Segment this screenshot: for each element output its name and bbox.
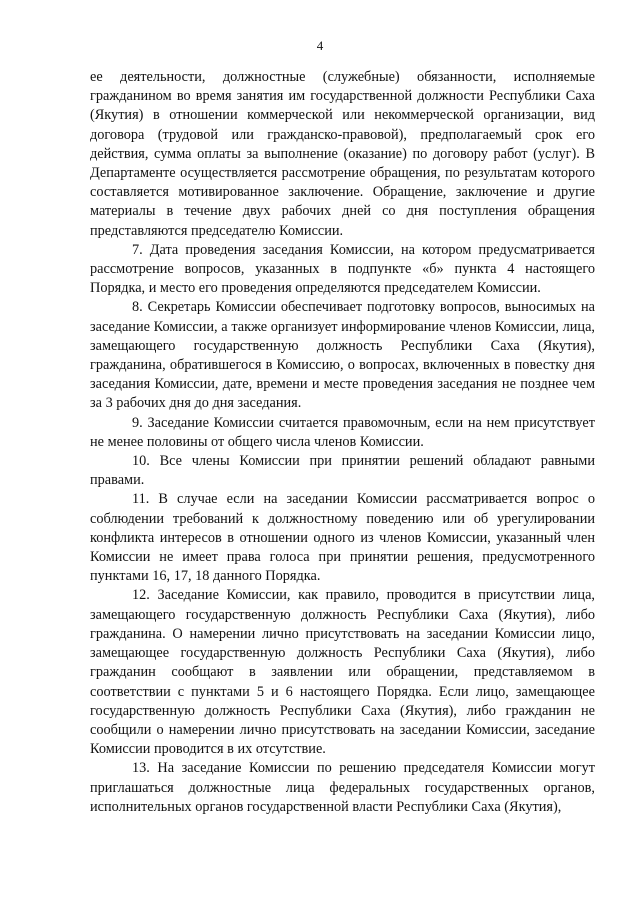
paragraph-11: 11. В случае если на заседании Комиссии рассматривается вопрос о соблюдении требований к должностному поведению или об урегулировании конфликта интересов в отношении одного из членов Комиссии, указанный член Комиссии не имеет права голоса при принятии решения, предусмотренного пунктами 16, 17, 18 данного Порядка.	[90, 491, 595, 585]
paragraph-9: 9. Заседание Комиссии считается правомочным, если на нем присутствует не менее половины от общего числа членов Комиссии.	[90, 414, 595, 450]
paragraph-12: 12. Заседание Комиссии, как правило, проводится в присутствии лица, замещающего государственную должность Республики Саха (Якутия), либо гражданина. О намерении лично присутствовать на заседании Комиссии лицо, замещающее государственную должность Республики Саха (Якутия), либо гражданин сообщают в заявлении или обращении, представляемом в соответствии с пунктами 5 и 6 настоящего Порядка. Если лицо, замещающее государственную должность Республики Саха (Якутия), либо гражданин не сообщили о намерении лично присутствовать на заседании Комиссии, заседание Комиссии проводится в их отсутствие.	[90, 587, 595, 758]
page-number: 4	[316, 38, 324, 53]
paragraph-10: 10. Все члены Комиссии при принятии решений обладают равными правами.	[90, 453, 595, 489]
paragraph-13: 13. На заседание Комиссии по решению председателя Комиссии могут приглашаться должностные лица федеральных государственных органов, исполнительных органов государственной власти Республики Саха (Якутия),	[90, 760, 595, 815]
paragraph-8: 8. Секретарь Комиссии обеспечивает подготовку вопросов, выносимых на заседание Комиссии, а также организует информирование членов Комиссии, лица, замещающего государственную должность Республики Саха (Якутия), гражданина, обратившегося в Комиссию, о вопросах, включенных в повестку дня заседания Комиссии, дате, времени и месте проведения заседания не позднее чем за 3 рабочих дня до дня заседания.	[90, 299, 595, 412]
paragraph-7: 7. Дата проведения заседания Комиссии, на котором предусматривается рассмотрение вопросов, указанных в подпункте «б» пункта 4 настоящего Порядка, и место его проведения определяются председателем Комиссии.	[90, 241, 595, 297]
document-body	[90, 68, 595, 817]
paragraph-continuation: ее деятельности, должностные (служебные) обязанности, исполняемые гражданином во время занятия им государственной должности Республики Саха (Якутия) в отношении коммерческой или некоммерческой организации, вид договора (трудовой или гражданско-правовой), предполагаемый срок его действия, сумма оплаты за выполнение (оказание) по договору работ (услуг). В Департаменте осуществляется рассмотрение обращения, по результатам которого составляется мотивированное заключение. Обращение, заключение и другие материалы в течение двух рабочих дней со дня поступления обращения представляются председателю Комиссии.	[90, 69, 595, 239]
